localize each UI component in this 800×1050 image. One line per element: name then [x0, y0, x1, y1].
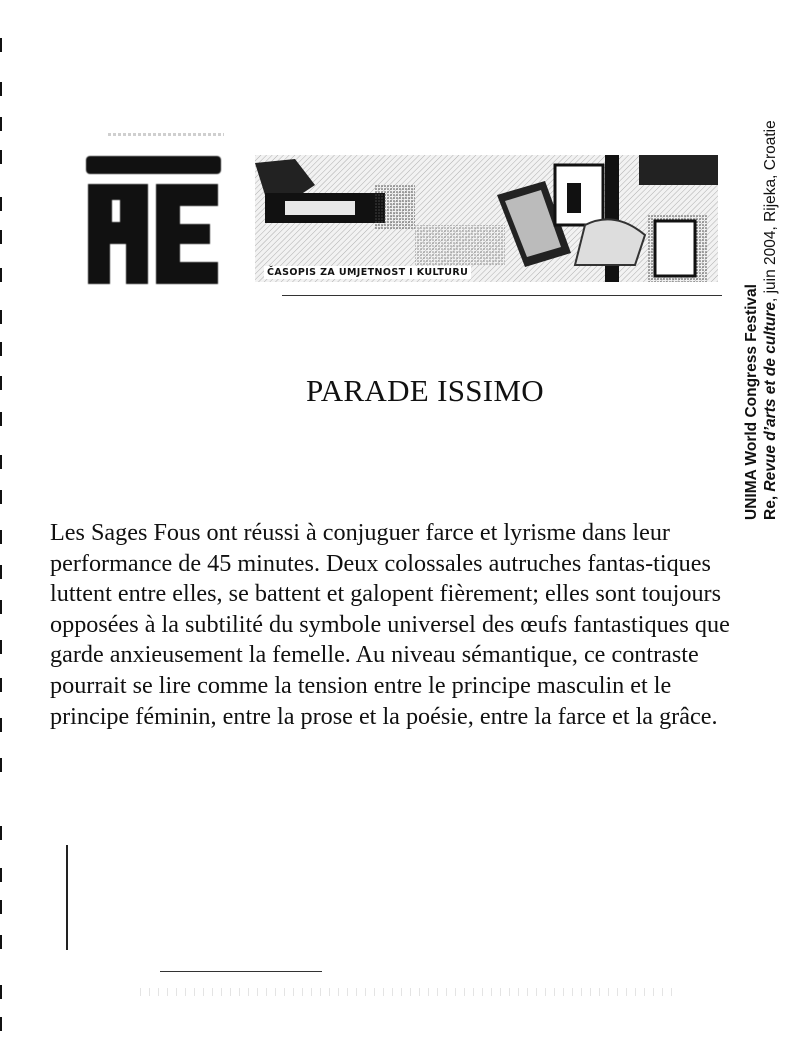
- source-caption: [742, 40, 780, 520]
- binding-mark: [0, 985, 2, 999]
- scan-artefact: [140, 988, 680, 996]
- binding-mark: [0, 490, 2, 504]
- banner-caption: ČASOPIS ZA UMJETNOST I KULTURU: [264, 266, 471, 279]
- scan-artefact: [160, 971, 322, 972]
- article-title: PARADE ISSIMO: [306, 373, 544, 408]
- binding-mark: [0, 900, 2, 914]
- caption-publication-prefix: Re,: [762, 491, 779, 520]
- binding-mark: [0, 565, 2, 579]
- binding-mark: [0, 268, 2, 282]
- binding-mark: [0, 868, 2, 882]
- binding-mark: [0, 82, 2, 96]
- magazine-banner-image: [255, 155, 718, 282]
- binding-mark: [0, 758, 2, 772]
- binding-mark: [0, 1017, 2, 1031]
- binding-mark: [0, 600, 2, 614]
- binding-mark: [0, 310, 2, 324]
- binding-mark: [0, 230, 2, 244]
- binding-mark: [0, 935, 2, 949]
- scan-artefact: [66, 845, 68, 950]
- binding-mark: [0, 530, 2, 544]
- binding-mark: [0, 455, 2, 469]
- binding-mark: [0, 38, 2, 52]
- caption-publication-details: , juin 2004, Rijeka, Croatie: [762, 120, 779, 303]
- binding-mark: [0, 678, 2, 692]
- article-paragraph: Les Sages Fous ont réussi à conjuguer farce et lyrisme dans leur performance de 45 minutes. Deux colossales autruches fantas-tiques luttent entre elles, se battent et galopent fièrement; elles sont toujours opposées à la subtilité du symbole universel des œufs fantastiques que garde anxieusement la femelle. Au niveau sémantique, ce contraste pourrait se lire comme la tension entre le principe masculin et le principe féminin, entre la prose et la poésie, entre la farce et la grâce.: [50, 519, 730, 730]
- header-divider: [282, 295, 722, 296]
- caption-publication: [761, 40, 780, 520]
- binding-mark: [0, 412, 2, 426]
- binding-mark: [0, 718, 2, 732]
- scan-artefact: [108, 133, 224, 136]
- caption-event: UNIMA World Congress Festival: [743, 284, 760, 520]
- binding-mark: [0, 640, 2, 654]
- binding-mark: [0, 197, 2, 211]
- magazine-logo: [80, 150, 225, 290]
- caption-publication-name: Revue d’arts et de culture: [762, 302, 779, 492]
- binding-mark: [0, 342, 2, 356]
- binding-mark: [0, 150, 2, 164]
- binding-mark: [0, 117, 2, 131]
- binding-mark: [0, 826, 2, 840]
- article-body: [50, 518, 756, 732]
